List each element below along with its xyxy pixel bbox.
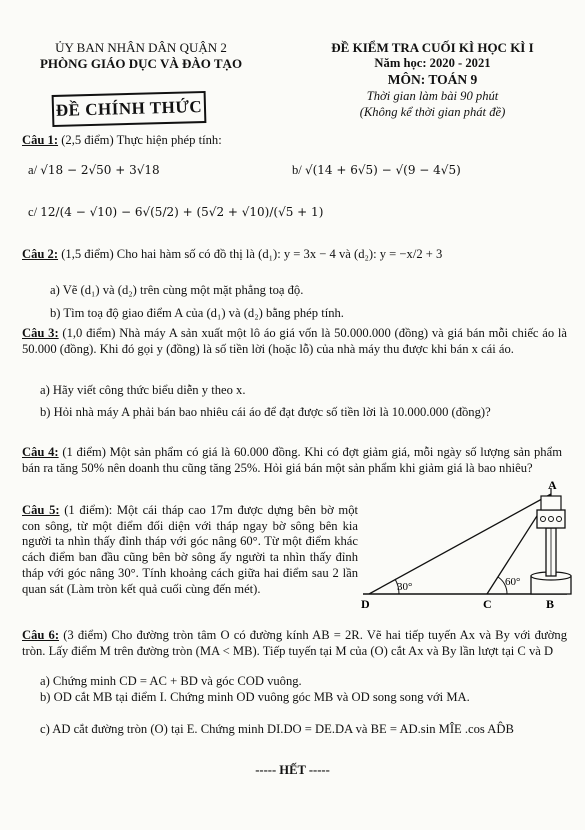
q1-text: (2,5 điểm) Thực hiện phép tính: bbox=[61, 133, 222, 147]
point-b-label: B bbox=[546, 597, 555, 611]
q1-b bbox=[292, 163, 461, 179]
q1-a-label: a/ bbox=[28, 163, 38, 177]
point-c-label: C bbox=[483, 597, 492, 611]
q3-text: (1,0 điểm) Nhà máy A sản xuất một lô áo giá vốn là 50.000.000 (đồng) và giá bán mỗi chiếc áo là 50.000 (đồng). Khi đó gọi y (đồng) là số tiền lời (hoặc lỗ) của nhà máy thu được khi bán x cái áo. bbox=[22, 326, 567, 356]
q1-c bbox=[28, 205, 323, 221]
q3-label: Câu 3: bbox=[22, 326, 59, 340]
q2-a: a) Vẽ (d₁) và (d₂) trên cùng một mặt phẳng toạ độ. bbox=[50, 283, 304, 297]
q3-heading bbox=[22, 326, 567, 357]
end-marker: ----- HẾT ----- bbox=[255, 763, 330, 777]
q4-text: (1 điểm) Một sản phẩm có giá là 60.000 đồng. Khi có đợt giảm giá, mỗi ngày số lượng sản phẩm bán ra tăng 50% nên doanh thu cũng tăng 25%. Hỏi giá bán một sản phẩm khi giảm giá là bao nhiêu? bbox=[22, 445, 562, 475]
q3-a: a) Hãy viết công thức biểu diễn y theo x. bbox=[40, 383, 246, 397]
q6-heading bbox=[22, 628, 567, 659]
q6-label: Câu 6: bbox=[22, 628, 60, 642]
q2-heading bbox=[22, 247, 567, 263]
q6-a: a) Chứng minh CD = AC + BD và góc COD vuông. bbox=[40, 674, 302, 688]
q1-label: Câu 1: bbox=[22, 133, 59, 147]
q4-heading bbox=[22, 445, 562, 476]
q6-b: b) OD cắt MB tại điểm I. Chứng minh OD vuông góc MB và OD song song với MA. bbox=[40, 690, 470, 704]
q1-a bbox=[28, 163, 160, 179]
q3-b: b) Hỏi nhà máy A phải bán bao nhiêu cái áo để đạt được số tiền lời là 10.000.000 (đồng)? bbox=[40, 405, 491, 419]
duration-note: (Không kể thời gian phát đề) bbox=[359, 104, 506, 119]
q1-c-label: c/ bbox=[28, 205, 38, 219]
q6-c: c) AD cắt đường tròn (O) tại E. Chứng minh DI.DO = DE.DA và BE = AD.sin MÎE .cos AD̂B bbox=[40, 722, 514, 736]
official-stamp: ĐỀ CHÍNH THỨC bbox=[52, 91, 207, 127]
q1-a-expr: √18 − 2√50 + 3√18 bbox=[40, 163, 160, 177]
angle-d-label: 30° bbox=[397, 581, 413, 593]
q1-b-expr: √(14 + 6√5) − √(9 − 4√5) bbox=[304, 163, 461, 177]
duration: Thời gian làm bài 90 phút bbox=[366, 88, 499, 103]
angle-c-label: 60° bbox=[505, 576, 521, 588]
subject: MÔN: TOÁN 9 bbox=[387, 71, 478, 87]
q5-label: Câu 5: bbox=[22, 503, 60, 517]
exam-title-block bbox=[290, 40, 575, 120]
school-year: Năm học: 2020 - 2021 bbox=[374, 56, 491, 71]
point-a-label: A bbox=[548, 480, 557, 492]
q4-label: Câu 4: bbox=[22, 445, 59, 459]
q1-b-label: b/ bbox=[292, 163, 302, 177]
q1-heading bbox=[22, 133, 222, 149]
q5-text: (1 điểm): Một cái tháp cao 17m được dựng bên bờ một con sông, từ một điểm đối diện với tháp ngay bờ sông bên kia người ta nhìn thấy đỉnh tháp với góc nâng 60°. Từ một điểm khác cách điểm ban đầu cũng bên bờ sông ấy người ta nhìn thấy đỉnh tháp với góc nâng 30°. Tính khoảng cách giữa hai điểm sau 2 lần quan sát (Làm tròn kết quả cuối cùng đến mét). bbox=[22, 503, 358, 596]
exam-title: ĐỀ KIỂM TRA CUỐI KÌ HỌC KÌ I bbox=[331, 40, 534, 55]
issuer-line1: ỦY BAN NHÂN DÂN QUẬN 2 bbox=[55, 40, 227, 55]
q2-text: (1,5 điểm) Cho hai hàm số có đồ thị là (d₁): y = 3x − 4 và (d₂): y = −x/2 + 3 bbox=[61, 247, 443, 261]
issuer-line2: PHÒNG GIÁO DỤC VÀ ĐÀO TẠO bbox=[39, 56, 243, 72]
q1-c-expr: 12/(4 − √10) − 6√(5/2) + (5√2 + √10)/(√5 + 1) bbox=[40, 205, 324, 219]
q6-text: (3 điểm) Cho đường tròn tâm O có đường kính AB = 2R. Vẽ hai tiếp tuyến Ax và By với đường tròn. Lấy điểm M trên đường tròn (MA < MB). Tiếp tuyến tại M của (O) cắt Ax và By lần lượt tại C và D bbox=[22, 628, 567, 658]
q2-label: Câu 2: bbox=[22, 247, 59, 261]
q2-b: b) Tìm toạ độ giao điểm A của (d₁) và (d₂) bằng phép tính. bbox=[50, 306, 344, 320]
point-d-label: D bbox=[361, 597, 370, 611]
tower-head bbox=[537, 510, 565, 528]
tower-figure bbox=[355, 480, 575, 615]
q5-heading bbox=[22, 503, 358, 597]
sight-line-d bbox=[369, 494, 551, 594]
issuer-block bbox=[22, 40, 260, 73]
